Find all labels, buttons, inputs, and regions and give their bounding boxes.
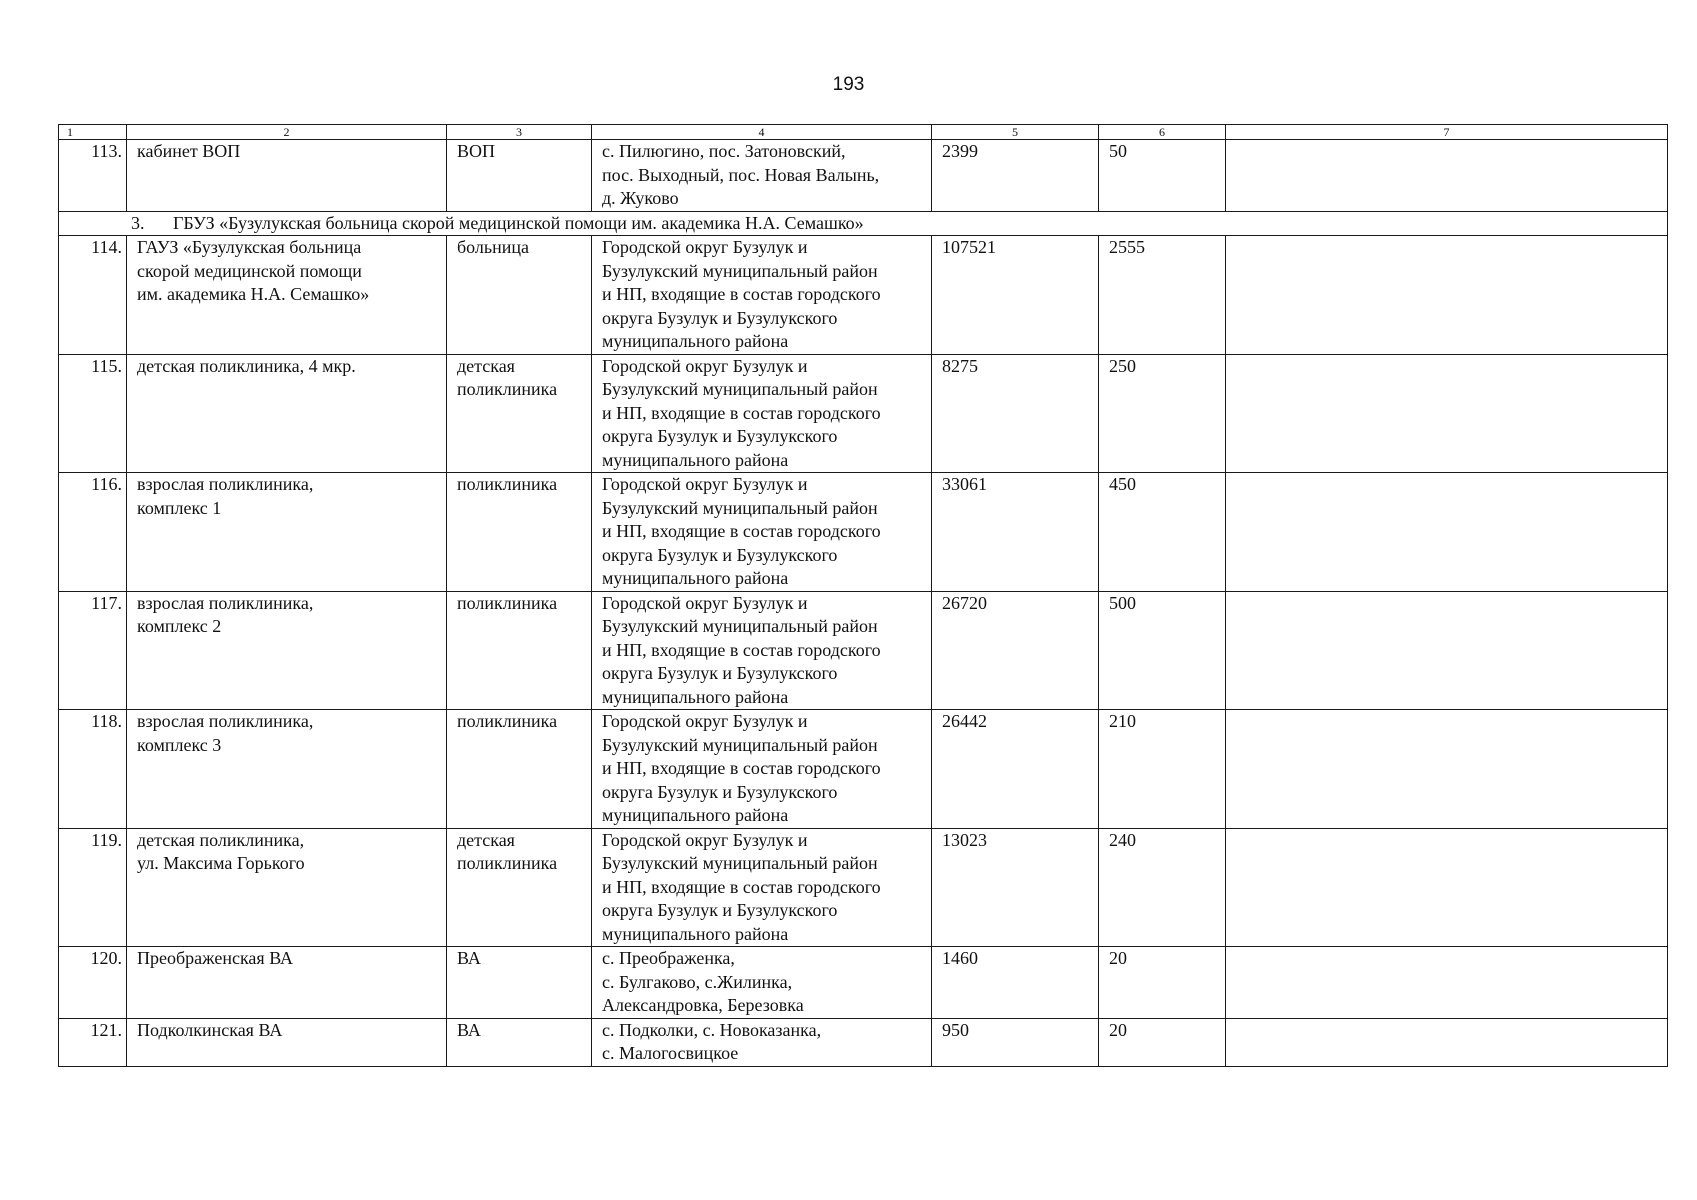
- column-5-value-cell: 33061: [932, 473, 1099, 592]
- column-number-row: [59, 125, 1668, 140]
- column-6-value-cell: 2555: [1099, 236, 1226, 355]
- service-area-cell: Городской округ Бузулук и Бузулукский муниципальный район и НП, входящие в состав городского округа Бузулук и Бузулукского муниципального района: [592, 354, 932, 473]
- column-header: 2: [127, 125, 447, 140]
- column-6-value-cell: 500: [1099, 591, 1226, 710]
- facility-name-cell: взрослая поликлиника, комплекс 3: [127, 710, 447, 829]
- column-5-value-cell: 8275: [932, 354, 1099, 473]
- table-row: [59, 354, 1668, 473]
- service-area-cell: Городской округ Бузулук и Бузулукский муниципальный район и НП, входящие в состав городского округа Бузулук и Бузулукского муниципального района: [592, 828, 932, 947]
- column-6-value-cell: 210: [1099, 710, 1226, 829]
- column-7-value-cell: [1226, 591, 1668, 710]
- column-6-value-cell: 50: [1099, 140, 1226, 212]
- row-number-cell: 115.: [59, 354, 127, 473]
- column-5-value-cell: 2399: [932, 140, 1099, 212]
- facility-name-cell: Подколкинская ВА: [127, 1018, 447, 1066]
- section-title-cell: [59, 211, 1668, 236]
- facility-name-cell: взрослая поликлиника, комплекс 1: [127, 473, 447, 592]
- facility-name-cell: взрослая поликлиника, комплекс 2: [127, 591, 447, 710]
- column-7-value-cell: [1226, 236, 1668, 355]
- column-7-value-cell: [1226, 1018, 1668, 1066]
- table-row: [59, 828, 1668, 947]
- service-area-cell: с. Пилюгино, пос. Затоновский, пос. Выходный, пос. Новая Валынь, д. Жуково: [592, 140, 932, 212]
- service-area-cell: Городской округ Бузулук и Бузулукский муниципальный район и НП, входящие в состав городского округа Бузулук и Бузулукского муниципального района: [592, 710, 932, 829]
- facility-type-cell: ВА: [447, 947, 592, 1019]
- facility-type-cell: ВА: [447, 1018, 592, 1066]
- table-row: [59, 591, 1668, 710]
- facility-type-cell: больница: [447, 236, 592, 355]
- column-5-value-cell: 26442: [932, 710, 1099, 829]
- row-number-cell: 114.: [59, 236, 127, 355]
- table-row: [59, 1018, 1668, 1066]
- row-number-cell: 118.: [59, 710, 127, 829]
- column-7-value-cell: [1226, 828, 1668, 947]
- facility-type-cell: детская поликлиника: [447, 828, 592, 947]
- service-area-cell: Городской округ Бузулук и Бузулукский муниципальный район и НП, входящие в состав городского округа Бузулук и Бузулукского муниципального района: [592, 236, 932, 355]
- column-5-value-cell: 107521: [932, 236, 1099, 355]
- column-5-value-cell: 1460: [932, 947, 1099, 1019]
- facility-type-cell: поликлиника: [447, 710, 592, 829]
- service-area-cell: с. Преображенка, с. Булгаково, с.Жилинка, Александровка, Березовка: [592, 947, 932, 1019]
- row-number-cell: 121.: [59, 1018, 127, 1066]
- facilities-table: [58, 124, 1668, 1067]
- column-6-value-cell: 250: [1099, 354, 1226, 473]
- table-row: [59, 947, 1668, 1019]
- column-header: 3: [447, 125, 592, 140]
- page-number: 193: [832, 74, 865, 95]
- table-row: [59, 236, 1668, 355]
- column-header: 5: [932, 125, 1099, 140]
- facility-name-cell: ГАУЗ «Бузулукская больница скорой медицинской помощи им. академика Н.А. Семашко»: [127, 236, 447, 355]
- column-5-value-cell: 13023: [932, 828, 1099, 947]
- column-7-value-cell: [1226, 473, 1668, 592]
- row-number-cell: 117.: [59, 591, 127, 710]
- row-number-cell: 113.: [59, 140, 127, 212]
- facility-name-cell: Преображенская ВА: [127, 947, 447, 1019]
- column-5-value-cell: 26720: [932, 591, 1099, 710]
- service-area-cell: Городской округ Бузулук и Бузулукский муниципальный район и НП, входящие в состав городского округа Бузулук и Бузулукского муниципального района: [592, 473, 932, 592]
- column-7-value-cell: [1226, 710, 1668, 829]
- table-row: [59, 140, 1668, 212]
- facility-name-cell: детская поликлиника, 4 мкр.: [127, 354, 447, 473]
- column-6-value-cell: 20: [1099, 947, 1226, 1019]
- column-header: 1: [59, 125, 127, 140]
- column-5-value-cell: 950: [932, 1018, 1099, 1066]
- column-header: 4: [592, 125, 932, 140]
- column-header: 6: [1099, 125, 1226, 140]
- table-row: [59, 710, 1668, 829]
- column-7-value-cell: [1226, 947, 1668, 1019]
- column-6-value-cell: 240: [1099, 828, 1226, 947]
- service-area-cell: Городской округ Бузулук и Бузулукский муниципальный район и НП, входящие в состав городского округа Бузулук и Бузулукского муниципального района: [592, 591, 932, 710]
- section-number: 3.: [131, 212, 145, 233]
- facility-type-cell: детская поликлиника: [447, 354, 592, 473]
- facility-type-cell: поликлиника: [447, 473, 592, 592]
- row-number-cell: 116.: [59, 473, 127, 592]
- row-number-cell: 119.: [59, 828, 127, 947]
- facility-type-cell: поликлиника: [447, 591, 592, 710]
- column-6-value-cell: 450: [1099, 473, 1226, 592]
- section-header-row: [59, 211, 1668, 236]
- column-7-value-cell: [1226, 140, 1668, 212]
- column-6-value-cell: 20: [1099, 1018, 1226, 1066]
- facility-name-cell: детская поликлиника, ул. Максима Горького: [127, 828, 447, 947]
- facility-type-cell: ВОП: [447, 140, 592, 212]
- section-title: ГБУЗ «Бузулукская больница скорой медицинской помощи им. академика Н.А. Семашко»: [173, 212, 864, 233]
- column-header: 7: [1226, 125, 1668, 140]
- column-7-value-cell: [1226, 354, 1668, 473]
- service-area-cell: с. Подколки, с. Новоказанка, с. Малогосвицкое: [592, 1018, 932, 1066]
- table-row: [59, 473, 1668, 592]
- facility-name-cell: кабинет ВОП: [127, 140, 447, 212]
- row-number-cell: 120.: [59, 947, 127, 1019]
